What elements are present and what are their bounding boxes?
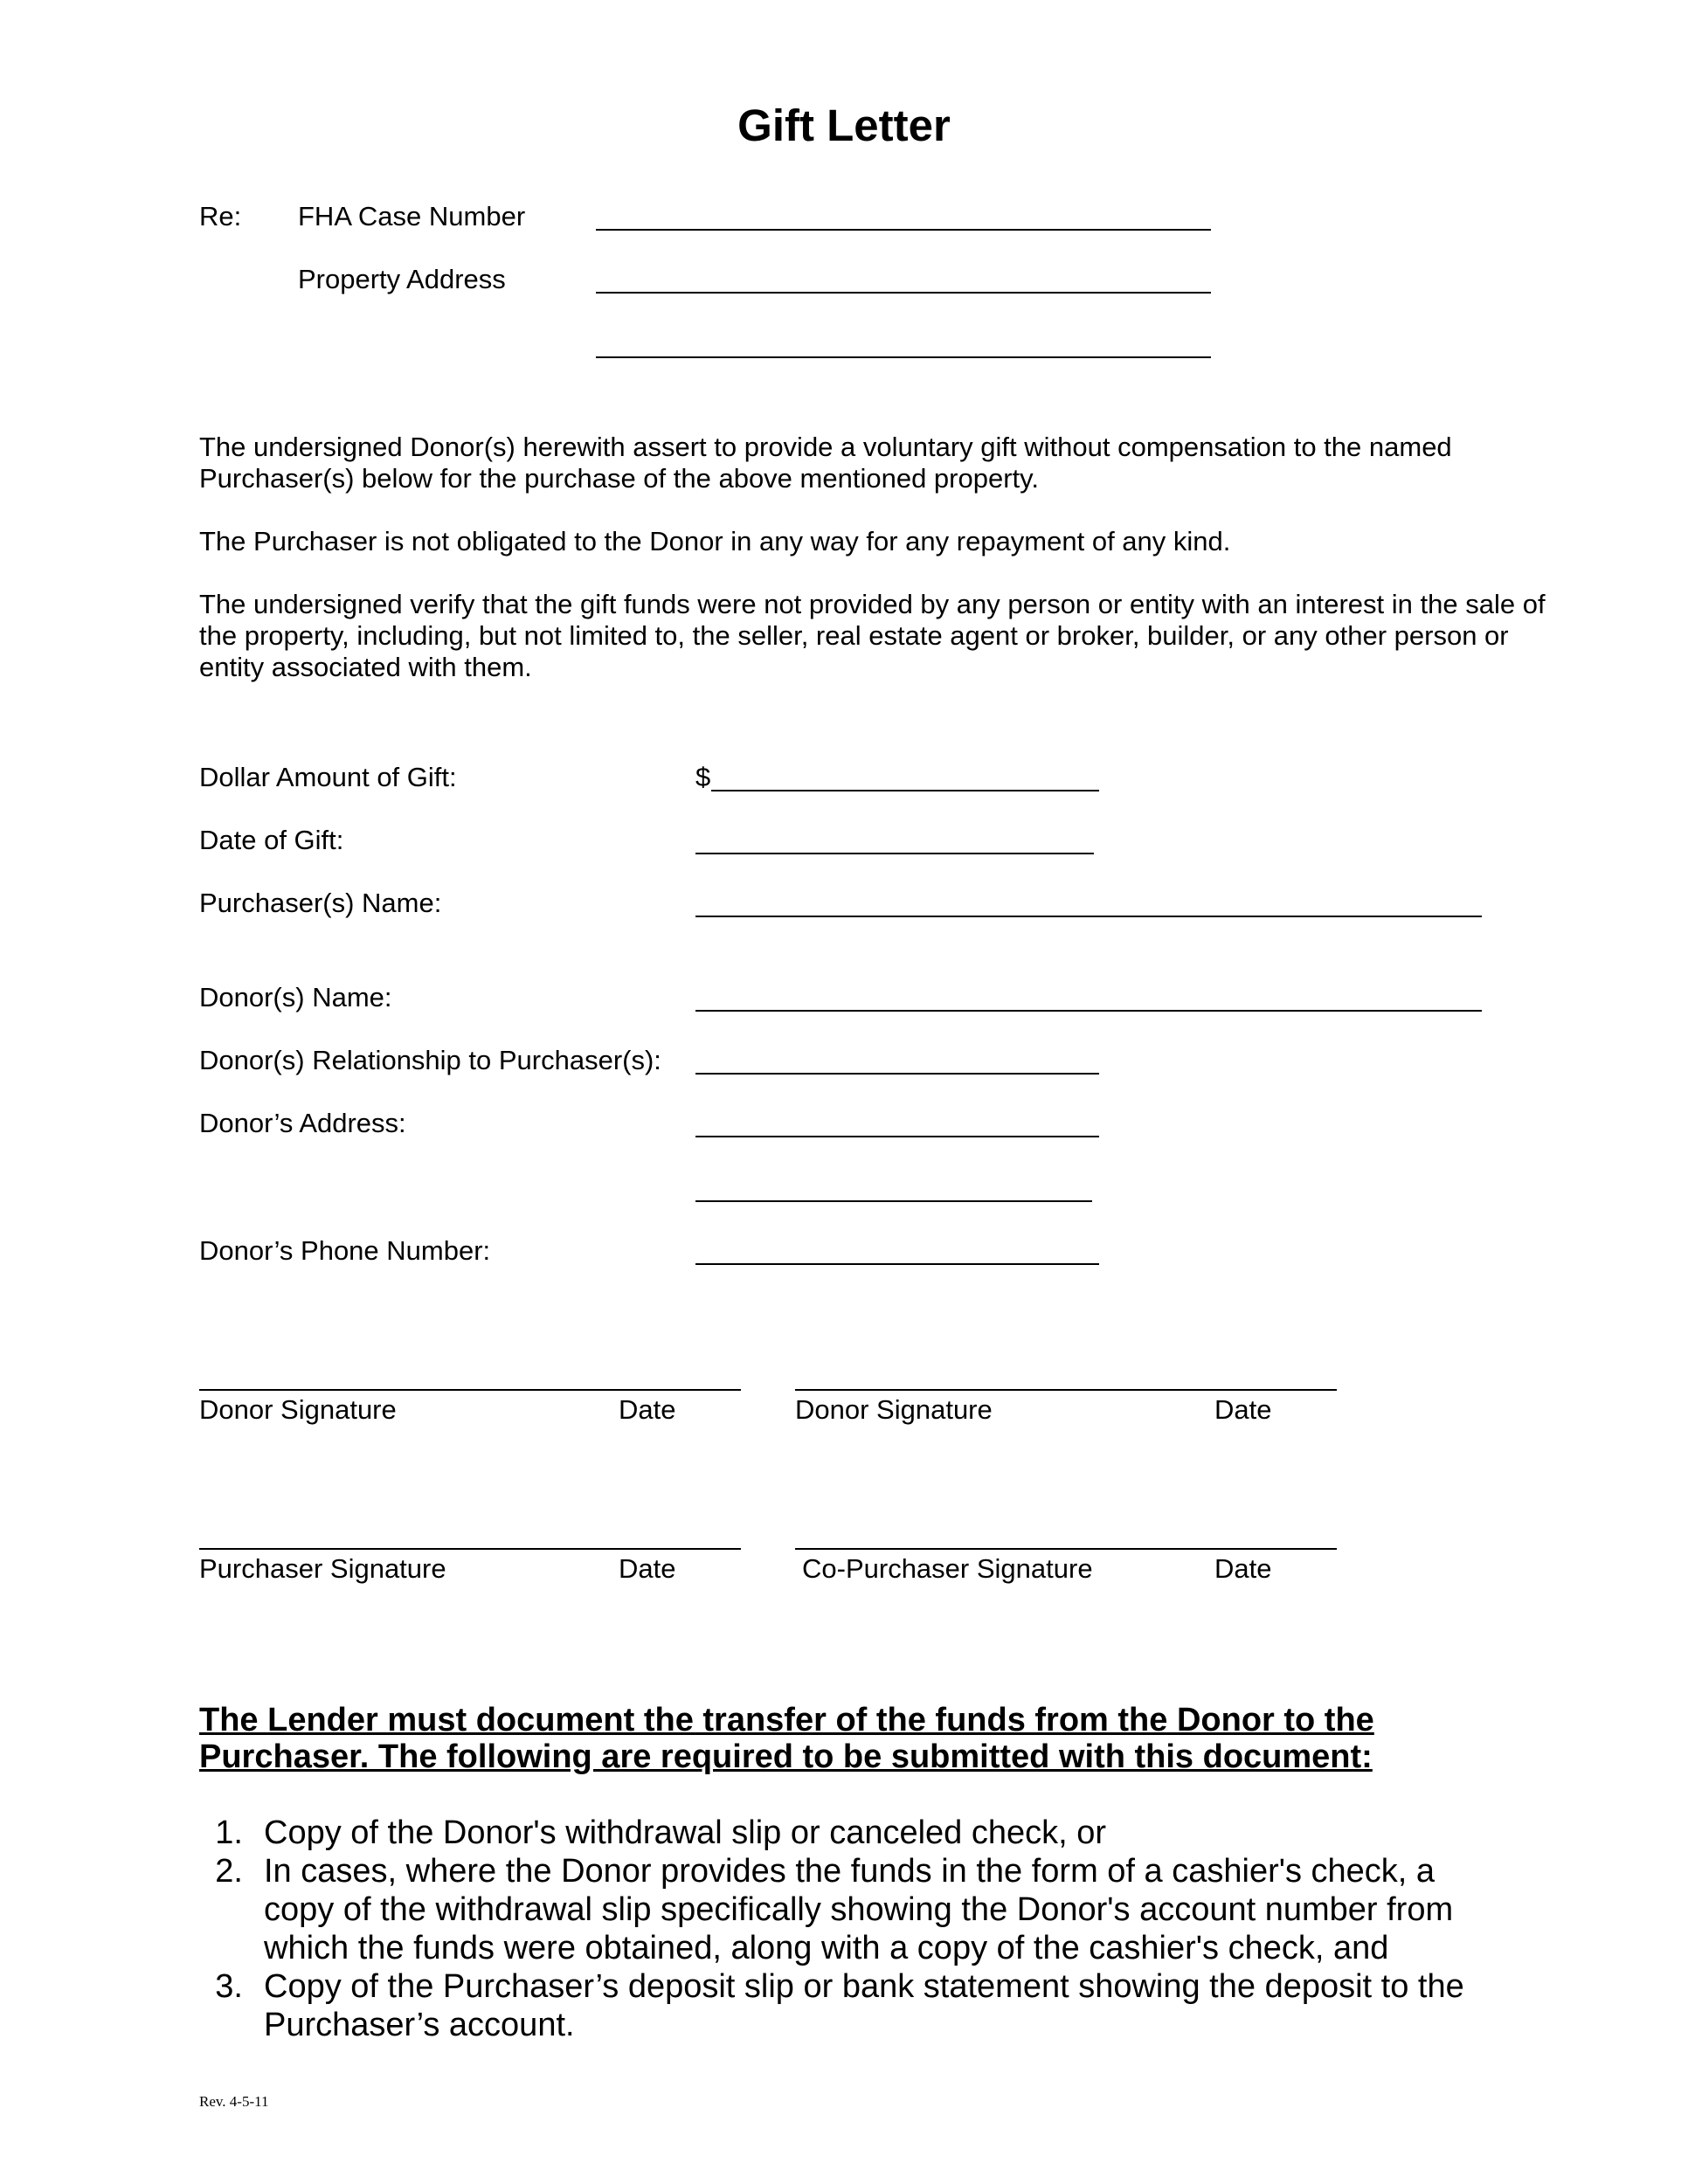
dollar-amount-field[interactable] — [711, 790, 1099, 791]
co-purchaser-signature-label: Co-Purchaser Signature — [802, 1553, 1093, 1584]
co-purchaser-signature-line[interactable] — [795, 1548, 1337, 1550]
paragraph-2: The Purchaser is not obligated to the Donor in any way for any repayment of any kind. — [199, 526, 1231, 556]
dollar-amount-label: Dollar Amount of Gift: — [199, 762, 457, 792]
requirements-heading: The Lender must document the transfer of the funds from the Donor to the Purchaser. The following are required to be submitted with this document: — [199, 1702, 1374, 1775]
list-item-number: 2. — [215, 1853, 243, 1890]
date-label-2: Date — [1214, 1394, 1272, 1425]
list-item-text: Copy of the Purchaser’s deposit slip or bank statement showing the deposit to the Purchaser’s account. — [264, 1968, 1464, 2043]
list-item-number: 1. — [215, 1814, 243, 1851]
donor-signature-line-1[interactable] — [199, 1389, 741, 1391]
donor-name-field[interactable] — [695, 1010, 1482, 1012]
donor-signature-label-2: Donor Signature — [795, 1394, 993, 1425]
property-address-field-2[interactable] — [596, 356, 1211, 358]
donor-signature-line-2[interactable] — [795, 1389, 1337, 1391]
donor-phone-label: Donor’s Phone Number: — [199, 1235, 491, 1266]
list-item-number: 3. — [215, 1968, 243, 2005]
relationship-field[interactable] — [695, 1073, 1099, 1075]
relationship-label: Donor(s) Relationship to Purchaser(s): — [199, 1045, 661, 1075]
donor-address-field-2[interactable] — [695, 1200, 1092, 1202]
re-label: Re: — [199, 201, 242, 232]
property-address-label: Property Address — [298, 264, 506, 294]
date-of-gift-label: Date of Gift: — [199, 825, 344, 855]
date-label-3: Date — [619, 1553, 676, 1584]
donor-phone-field[interactable] — [695, 1263, 1099, 1265]
date-label-4: Date — [1214, 1553, 1272, 1584]
revision-note: Rev. 4-5-11 — [199, 2093, 269, 2110]
donor-address-label: Donor’s Address: — [199, 1108, 406, 1138]
donor-signature-label-1: Donor Signature — [199, 1394, 397, 1425]
list-item-text: In cases, where the Donor provides the funds in the form of a cashier's check, a copy of the withdrawal slip specifically showing the Donor's account number from which the funds were obtained, along with a copy of the cashier's check, and — [264, 1853, 1454, 1966]
dollar-sign: $ — [695, 762, 711, 792]
fha-case-number-field[interactable] — [596, 229, 1211, 231]
date-of-gift-field[interactable] — [695, 853, 1094, 854]
list-item-text: Copy of the Donor's withdrawal slip or canceled check, or — [264, 1814, 1107, 1851]
paragraph-3: The undersigned verify that the gift funds were not provided by any person or entity with an interest in the sale of the property, including, but not limited to, the seller, real estate agent or broker, builder, or any other person or entity associated with them. — [199, 589, 1546, 682]
date-label-1: Date — [619, 1394, 676, 1425]
purchaser-signature-line[interactable] — [199, 1548, 741, 1550]
donor-name-label: Donor(s) Name: — [199, 982, 392, 1013]
purchaser-name-label: Purchaser(s) Name: — [199, 888, 442, 918]
purchaser-signature-label: Purchaser Signature — [199, 1553, 446, 1584]
donor-address-field-1[interactable] — [695, 1136, 1099, 1137]
property-address-field-1[interactable] — [596, 292, 1211, 294]
fha-case-number-label: FHA Case Number — [298, 201, 526, 232]
paragraph-1: The undersigned Donor(s) herewith assert to provide a voluntary gift without compensation to the named Purchaser(s) below for the purchase of the above mentioned property. — [199, 432, 1452, 494]
page-title: Gift Letter — [737, 100, 951, 150]
purchaser-name-field[interactable] — [695, 916, 1482, 917]
